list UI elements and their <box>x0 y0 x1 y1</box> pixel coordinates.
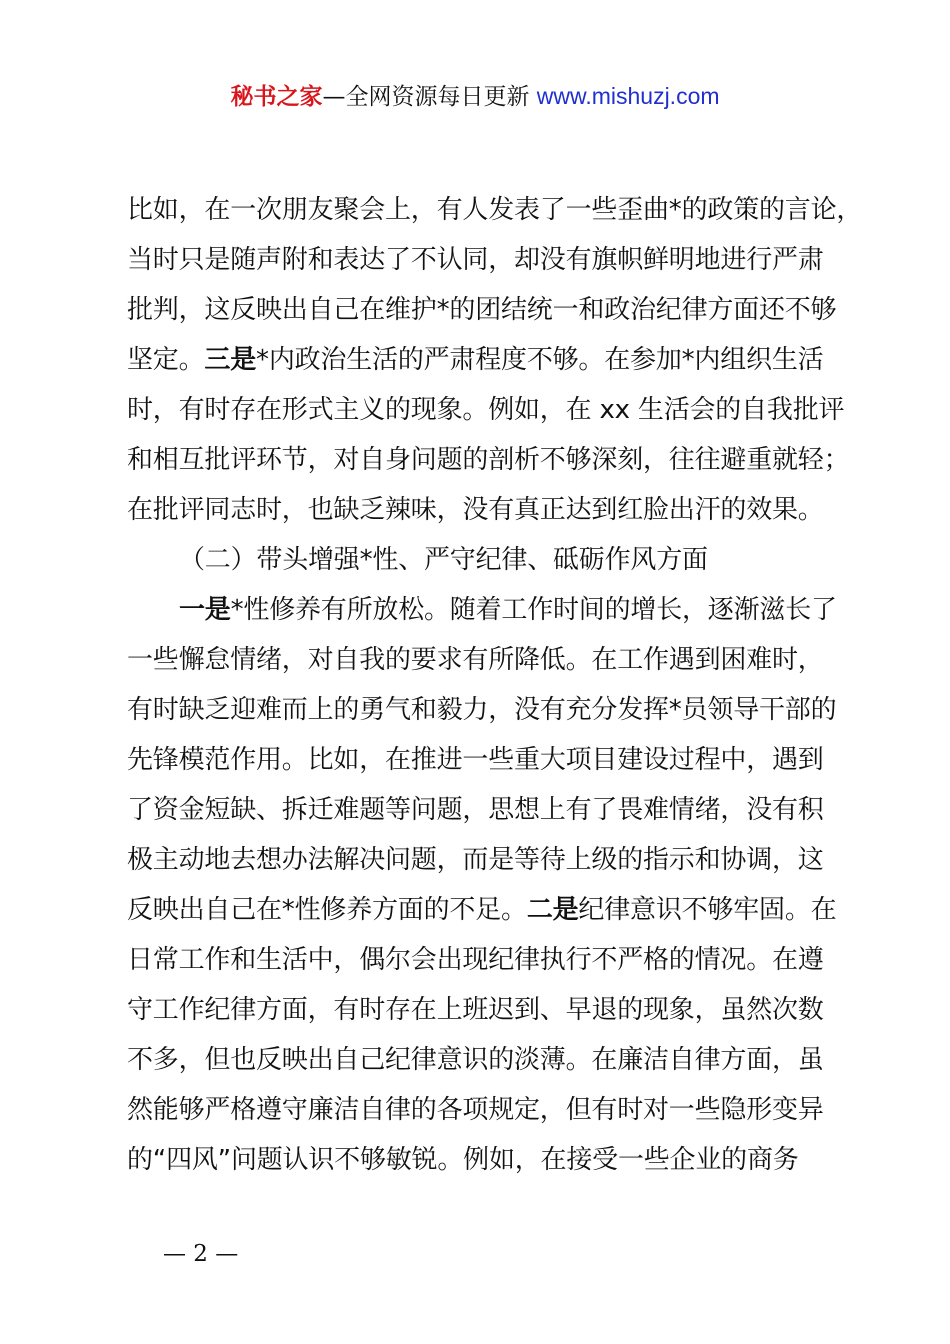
text-line <box>127 235 847 285</box>
line-text: 批判，这反映出自己在维护*的团结统一和政治纪律方面还不够 <box>127 295 837 325</box>
text-line <box>127 885 847 935</box>
text-line <box>127 185 863 235</box>
document-body <box>127 185 863 1185</box>
text-line <box>127 835 847 885</box>
line-text: 了资金短缺、拆迁难题等问题，思想上有了畏难情绪，没有积 <box>127 795 824 825</box>
line-text: 一些懈怠情绪，对自我的要求有所降低。在工作遇到困难时， <box>127 645 824 675</box>
bold-point-label: 一是 <box>179 595 231 625</box>
line-text: 和相互批评环节，对自身问题的剖析不够深刻，往往避重就轻； <box>127 445 850 475</box>
text-line <box>127 435 850 485</box>
text-line <box>127 485 847 535</box>
bold-point-label: 二是 <box>526 895 579 925</box>
text-line <box>127 735 847 785</box>
text-line <box>127 685 847 735</box>
section-heading <box>127 535 847 585</box>
site-header <box>0 80 950 113</box>
line-text: 比如，在一次朋友聚会上，有人发表了一些歪曲*的政策的言论， <box>127 195 863 225</box>
line-text: 坚定。 <box>127 345 205 375</box>
site-url-link[interactable]: www.mishuzj.com <box>536 83 720 109</box>
line-text: 在批评同志时，也缺乏辣味，没有真正达到红脸出汗的效果。 <box>127 495 824 525</box>
line-text: 有时缺乏迎难而上的勇气和毅力，没有充分发挥*员领导干部的 <box>127 695 837 725</box>
line-text: 时，有时存在形式主义的现象。例如，在 xx 生活会的自我批评 <box>127 395 845 425</box>
line-text: 守工作纪律方面，有时存在上班迟到、早退的现象，虽然次数 <box>127 995 824 1025</box>
line-text: 极主动地去想办法解决问题，而是等待上级的指示和协调，这 <box>127 845 824 875</box>
line-text: 然能够严格遵守廉洁自律的各项规定，但有时对一些隐形变异 <box>127 1095 824 1125</box>
line-text: 不多，但也反映出自己纪律意识的淡薄。在廉洁自律方面，虽 <box>127 1045 824 1075</box>
brand-name: 秘书之家 <box>230 84 323 110</box>
text-line <box>127 785 847 835</box>
text-line <box>127 285 847 335</box>
text-line <box>127 385 847 435</box>
text-line <box>127 1035 847 1085</box>
text-line <box>127 1085 847 1135</box>
line-text: 先锋模范作用。比如，在推进一些重大项目建设过程中，遇到 <box>127 745 824 775</box>
bold-point-label: 三是 <box>204 345 257 375</box>
text-line <box>127 635 847 685</box>
section-heading-text: （二）带头增强*性、严守纪律、砥砺作风方面 <box>179 545 708 575</box>
text-line <box>127 335 847 385</box>
line-text: 纪律意识不够牢固。在 <box>578 895 837 925</box>
line-text: 当时只是随声附和表达了不认同，却没有旗帜鲜明地进行严肃 <box>127 245 824 275</box>
header-tagline: —全网资源每日更新 <box>322 84 537 110</box>
page-number: — 2 — <box>163 1241 239 1267</box>
line-text: 反映出自己在*性修养方面的不足。 <box>127 895 527 925</box>
text-line <box>127 585 847 635</box>
line-text: *内政治生活的严肃程度不够。在参加*内组织生活 <box>256 345 824 375</box>
text-line <box>127 1135 847 1185</box>
text-line <box>127 985 847 1035</box>
text-line <box>127 935 847 985</box>
line-text: *性修养有所放松。随着工作时间的增长，逐渐滋长了 <box>230 595 837 625</box>
line-text: 日常工作和生活中，偶尔会出现纪律执行不严格的情况。在遵 <box>127 945 824 975</box>
line-text: 的“四风”问题认识不够敏锐。例如，在接受一些企业的商务 <box>127 1145 799 1175</box>
